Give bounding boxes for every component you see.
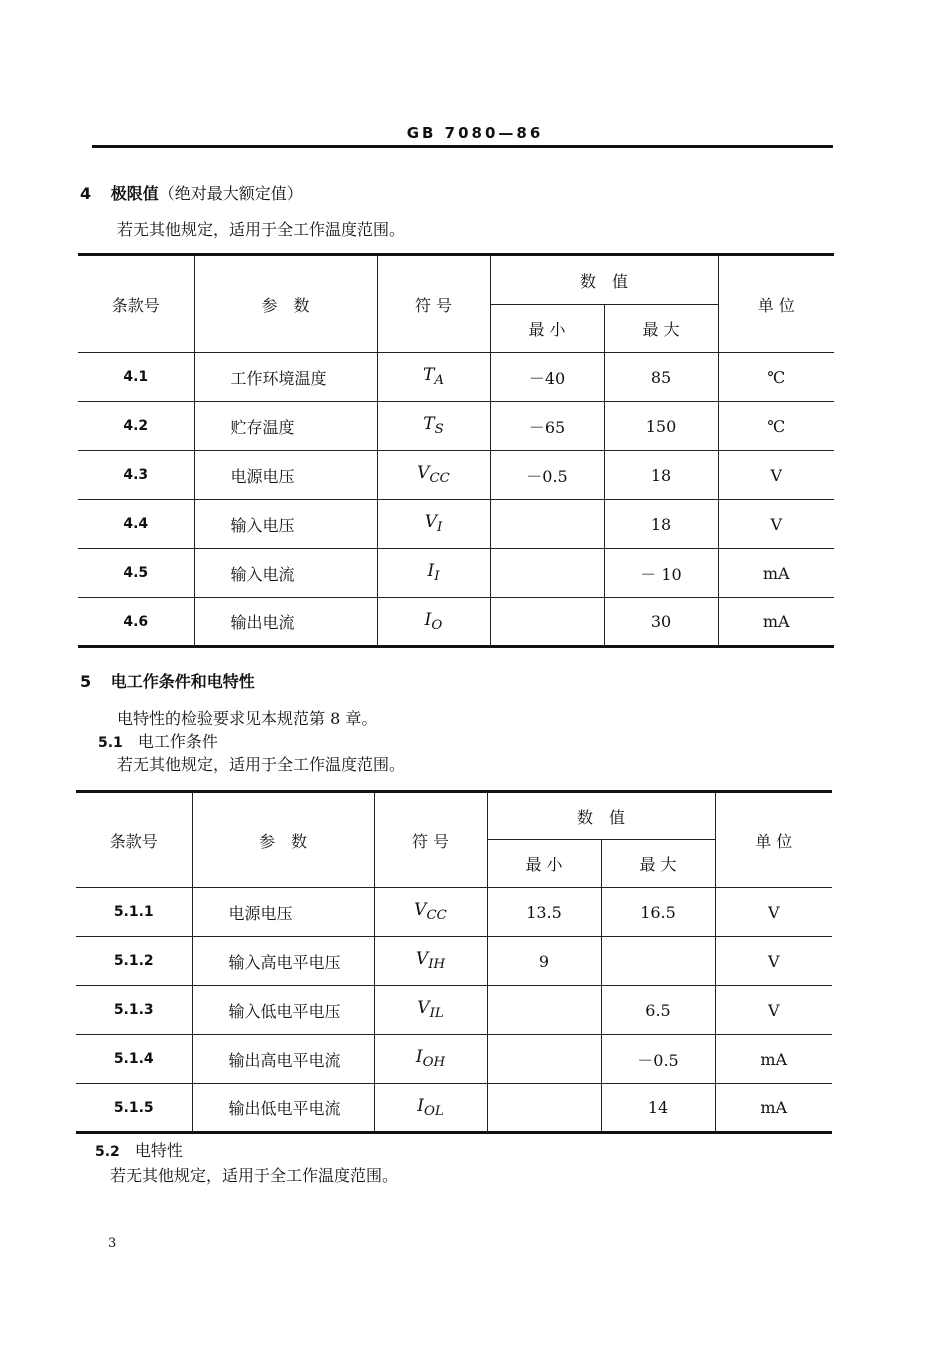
header-rule: [92, 145, 833, 148]
table-row: [78, 451, 834, 500]
col-header-min: 最 小: [490, 305, 604, 353]
col-header-min: 最 小: [487, 840, 601, 888]
section51-title: 电工作条件: [137, 732, 218, 751]
col-header-param: 参 数: [192, 792, 374, 888]
unit-cell: ℃: [718, 402, 834, 451]
unit-cell: V: [715, 888, 832, 937]
symbol-cell: [377, 598, 490, 647]
symbol-letter: V: [414, 900, 427, 921]
max-cell: 6.5: [601, 986, 715, 1035]
min-cell: [490, 500, 604, 549]
symbol-letter: I: [415, 1047, 423, 1068]
col-header-symbol: 符 号: [374, 792, 487, 888]
section52-heading: [95, 1138, 183, 1161]
max-cell: 85: [604, 353, 718, 402]
section4-heading: [80, 181, 303, 204]
col-header-value: 数 值: [487, 792, 715, 840]
symbol-subscript: OL: [423, 1104, 444, 1120]
clause-cell: 4.1: [78, 353, 194, 402]
clause-cell: 4.2: [78, 402, 194, 451]
symbol-subscript: CC: [426, 908, 447, 924]
param-cell: 电源电压: [194, 451, 377, 500]
symbol-letter: V: [417, 998, 430, 1019]
unit-cell: V: [715, 937, 832, 986]
section5-heading: [80, 669, 255, 692]
param-cell: 输入电流: [194, 549, 377, 598]
max-cell: 16.5: [601, 888, 715, 937]
clause-cell: 5.1.4: [76, 1035, 192, 1084]
unit-cell: mA: [718, 598, 834, 647]
symbol-cell: [374, 1084, 487, 1133]
clause-cell: 5.1.2: [76, 937, 192, 986]
symbol-letter: T: [423, 365, 435, 386]
symbol-cell: [374, 986, 487, 1035]
symbol-subscript: S: [434, 422, 444, 438]
symbol-letter: I: [424, 609, 432, 630]
symbol-cell: [374, 1035, 487, 1084]
symbol-subscript: O: [431, 618, 443, 634]
symbol-letter: V: [424, 512, 437, 533]
symbol-letter: I: [417, 1095, 424, 1116]
param-cell: 输出电流: [194, 598, 377, 647]
unit-cell: mA: [715, 1035, 832, 1084]
max-cell: － 10: [604, 549, 718, 598]
param-cell: 电源电压: [192, 888, 374, 937]
symbol-cell: [377, 353, 490, 402]
section51-number: 5.1: [98, 735, 123, 751]
section5-title: 电工作条件和电特性: [110, 672, 255, 691]
symbol-cell: [374, 937, 487, 986]
col-header-max: 最 大: [601, 840, 715, 888]
max-cell: [601, 937, 715, 986]
unit-cell: V: [715, 986, 832, 1035]
symbol-letter: I: [427, 561, 435, 582]
symbol-subscript: I: [434, 569, 440, 585]
table-row: [76, 1084, 832, 1133]
symbol-letter: T: [423, 414, 435, 435]
section4-title: 极限值: [110, 184, 159, 203]
clause-cell: 5.1.5: [76, 1084, 192, 1133]
symbol-subscript: IL: [429, 1006, 444, 1022]
table-row: [78, 598, 834, 647]
param-cell: 工作环境温度: [194, 353, 377, 402]
clause-cell: 5.1.3: [76, 986, 192, 1035]
max-cell: 18: [604, 500, 718, 549]
section4-title-note: （绝对最大额定值）: [158, 184, 303, 203]
col-header-param: 参 数: [194, 255, 377, 353]
clause-cell: 4.5: [78, 549, 194, 598]
max-cell: 30: [604, 598, 718, 647]
operating-conditions-table: [76, 790, 832, 1134]
document-header: GB 7080—86: [406, 124, 544, 142]
limits-table: [78, 253, 834, 648]
section5-note: 电特性的检验要求见本规范第 8 章。: [117, 709, 378, 728]
max-cell: 18: [604, 451, 718, 500]
unit-cell: V: [718, 500, 834, 549]
symbol-cell: [374, 888, 487, 937]
col-header-unit: 单 位: [718, 255, 834, 353]
unit-cell: mA: [715, 1084, 832, 1133]
clause-cell: 5.1.1: [76, 888, 192, 937]
section51-note: 若无其他规定，适用于全工作温度范围。: [117, 755, 406, 774]
symbol-cell: [377, 402, 490, 451]
param-cell: 输出低电平电流: [192, 1084, 374, 1133]
col-header-symbol: 符 号: [377, 255, 490, 353]
symbol-subscript: CC: [429, 471, 450, 487]
section4-note: 若无其他规定，适用于全工作温度范围。: [117, 220, 406, 239]
section52-number: 5.2: [95, 1144, 120, 1160]
clause-cell: 4.6: [78, 598, 194, 647]
clause-cell: 4.4: [78, 500, 194, 549]
min-cell: [487, 986, 601, 1035]
table-row: [78, 353, 834, 402]
section4-number: 4: [80, 184, 92, 203]
table-row: [78, 549, 834, 598]
min-cell: [490, 598, 604, 647]
min-cell: －0.5: [490, 451, 604, 500]
col-header-clause: 条款号: [78, 255, 194, 353]
section5-number: 5: [80, 672, 92, 691]
min-cell: －65: [490, 402, 604, 451]
param-cell: 贮存温度: [194, 402, 377, 451]
symbol-cell: [377, 549, 490, 598]
symbol-cell: [377, 500, 490, 549]
param-cell: 输入电压: [194, 500, 377, 549]
param-cell: 输入低电平电压: [192, 986, 374, 1035]
param-cell: 输出高电平电流: [192, 1035, 374, 1084]
symbol-letter: V: [417, 463, 430, 484]
section52-title: 电特性: [134, 1141, 183, 1160]
section52-note: 若无其他规定，适用于全工作温度范围。: [110, 1166, 399, 1185]
page-number: 3: [108, 1236, 117, 1251]
col-header-max: 最 大: [604, 305, 718, 353]
min-cell: [487, 1035, 601, 1084]
param-cell: 输入高电平电压: [192, 937, 374, 986]
unit-cell: V: [718, 451, 834, 500]
symbol-subscript: A: [434, 373, 444, 389]
section51-heading: [98, 729, 218, 752]
symbol-subscript: IH: [428, 957, 446, 973]
unit-cell: ℃: [718, 353, 834, 402]
min-cell: [490, 549, 604, 598]
symbol-letter: V: [415, 949, 429, 970]
col-header-clause: 条款号: [76, 792, 192, 888]
col-header-value: 数 值: [490, 255, 718, 305]
min-cell: 13.5: [487, 888, 601, 937]
symbol-subscript: I: [437, 520, 443, 536]
symbol-subscript: OH: [422, 1055, 446, 1071]
symbol-cell: [377, 451, 490, 500]
max-cell: －0.5: [601, 1035, 715, 1084]
table-row: [76, 888, 832, 937]
unit-cell: mA: [718, 549, 834, 598]
table-row: [78, 402, 834, 451]
clause-cell: 4.3: [78, 451, 194, 500]
min-cell: [487, 1084, 601, 1133]
min-cell: 9: [487, 937, 601, 986]
table-row: [76, 937, 832, 986]
table-row: [78, 500, 834, 549]
table-row: [76, 986, 832, 1035]
max-cell: 14: [601, 1084, 715, 1133]
max-cell: 150: [604, 402, 718, 451]
table-row: [76, 1035, 832, 1084]
col-header-unit: 单 位: [715, 792, 832, 888]
min-cell: －40: [490, 353, 604, 402]
